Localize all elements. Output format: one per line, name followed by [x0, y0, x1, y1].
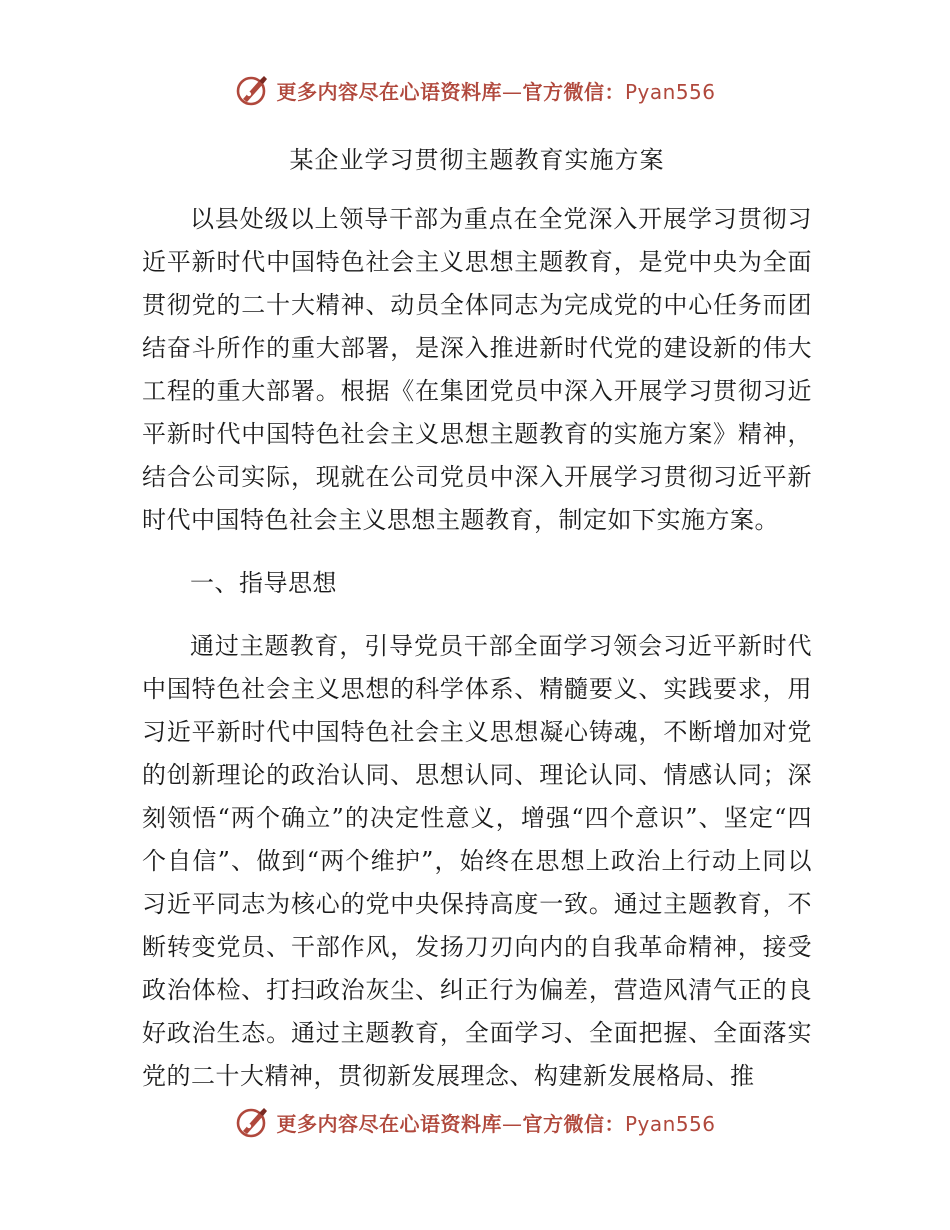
- document-title: 某企业学习贯彻主题教育实施方案: [289, 146, 665, 174]
- banner-wechat-label: 官方微信：: [522, 79, 625, 104]
- pen-logo-icon: [234, 72, 270, 108]
- banner-text: [276, 1108, 715, 1137]
- header-banner: [0, 68, 950, 112]
- banner-wechat-label: 官方微信：: [522, 1111, 625, 1136]
- banner-dash: —: [501, 1111, 523, 1136]
- banner-slogan: 更多内容尽在心语资料库: [276, 79, 502, 104]
- intro-paragraph: 以县处级以上领导干部为重点在全党深入开展学习贯彻习近平新时代中国特色社会主义思想主题教育，是党中央为全面贯彻党的二十大精神、动员全体同志为完成党的中心任务而团结奋斗所作的重大部署，是深入推进新时代党的建设新的伟大工程的重大部署。根据《在集团党员中深入开展学习贯彻习近平新时代中国特色社会主义思想主题教育的实施方案》精神，结合公司实际，现就在公司党员中深入开展学习贯彻习近平新时代中国特色社会主义思想主题教育，制定如下实施方案。: [142, 205, 812, 534]
- section-heading: 一、指导思想: [190, 569, 337, 597]
- banner-wechat-id: Pyan556: [624, 1111, 716, 1136]
- banner-dash: —: [501, 79, 523, 104]
- banner-slogan: 更多内容尽在心语资料库: [276, 1111, 502, 1136]
- pen-logo-icon: [234, 1104, 270, 1140]
- banner-wechat-id: Pyan556: [624, 79, 716, 104]
- document-body: [142, 126, 812, 1118]
- footer-banner: [0, 1100, 950, 1144]
- section-paragraph: 通过主题教育，引导党员干部全面学习领会习近平新时代中国特色社会主义思想的科学体系、精髓要义、实践要求，用习近平新时代中国特色社会主义思想凝心铸魂，不断增加对党的创新理论的政治认同、思想认同、理论认同、情感认同；深刻领悟“两个确立”的决定性意义，增强“四个意识”、坚定“四个自信”、做到“两个维护”，始终在思想上政治上行动上同以习近平同志为核心的党中央保持高度一致。通过主题教育，不断转变党员、干部作风，发扬刀刃向内的自我革命精神，接受政治体检、打扫政治灰尘、纠正行为偏差，营造风清气正的良好政治生态。通过主题教育，全面学习、全面把握、全面落实党的二十大精神，贯彻新发展理念、构建新发展格局、推: [142, 632, 812, 1090]
- banner-text: [276, 76, 715, 105]
